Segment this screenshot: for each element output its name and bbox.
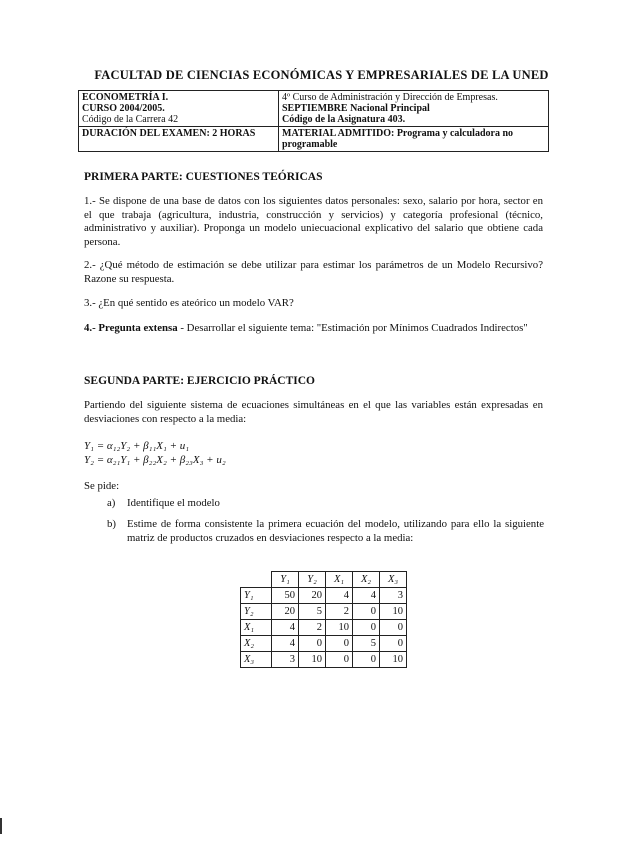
course-year: CURSO 2004/2005. (82, 103, 165, 114)
equation-1: Y₁ = α₁₂Y₂ + β₁₁X₁ + u₁ (84, 440, 190, 452)
matrix-cell: 0 (380, 620, 407, 636)
question-3: 3.- ¿En qué sentido es ateórico un modelo VAR? (84, 297, 294, 309)
matrix-cell: 0 (326, 652, 353, 668)
item-a-text: Identifique el modelo (127, 497, 220, 509)
matrix-cell: 0 (353, 604, 380, 620)
matrix-cell: 3 (380, 588, 407, 604)
exercise-intro: Partiendo del siguiente sistema de ecuaciones simultáneas en el que las variables están expresadas en desviaciones con respecto a la media: (84, 399, 543, 425)
matrix-col-header: X₁ (326, 572, 353, 588)
matrix-cell: 20 (299, 588, 326, 604)
matrix-cell: 4 (272, 636, 299, 652)
matrix-cell: 0 (299, 636, 326, 652)
matrix-row (241, 636, 407, 652)
matrix-cell: 4 (353, 588, 380, 604)
matrix-row-header: X₃ (241, 652, 272, 668)
matrix-cell: 0 (326, 636, 353, 652)
matrix-cell: 2 (326, 604, 353, 620)
part1-title: PRIMERA PARTE: CUESTIONES TEÓRICAS (84, 171, 323, 183)
se-pide: Se pide: (84, 480, 120, 492)
matrix-cell: 0 (353, 652, 380, 668)
exam-duration: DURACIÓN DEL EXAMEN: 2 HORAS (79, 127, 279, 152)
matrix-cell: 2 (299, 620, 326, 636)
question-4-label: 4.- Pregunta extensa (84, 322, 178, 334)
matrix-cell: 10 (326, 620, 353, 636)
career-code: Código de la Carrera 42 (82, 114, 179, 125)
degree-name: 4º Curso de Administración y Dirección de Empresas. (282, 92, 498, 103)
equation-2: Y₂ = α₂₁Y₁ + β₂₂X₂ + β₂₃X₃ + u₂ (84, 454, 226, 466)
matrix-cell: 10 (380, 604, 407, 620)
matrix-row (241, 620, 407, 636)
matrix-row-header: Y₁ (241, 588, 272, 604)
item-b-label: b) (107, 518, 116, 530)
scan-edge-mark (0, 818, 2, 834)
matrix-row (241, 588, 407, 604)
course-name: ECONOMETRÍA I. (82, 92, 169, 103)
allowed-material-text: Programa y calculadora no programable (282, 128, 514, 150)
matrix-row-header: Y₂ (241, 604, 272, 620)
matrix-cell: 0 (353, 620, 380, 636)
allowed-material-cell (279, 127, 549, 152)
item-a-label: a) (107, 497, 116, 509)
part2-title: SEGUNDA PARTE: EJERCICIO PRÁCTICO (84, 375, 316, 387)
matrix-col-header: X₃ (380, 572, 407, 588)
matrix-cell: 4 (326, 588, 353, 604)
matrix-col-header: Y₂ (299, 572, 326, 588)
allowed-material-label: MATERIAL ADMITIDO: (282, 128, 395, 139)
question-4 (84, 322, 543, 336)
matrix-cell: 0 (380, 636, 407, 652)
matrix-row (241, 652, 407, 668)
matrix-cell: 5 (299, 604, 326, 620)
subject-code: Código de la Asignatura 403. (282, 114, 406, 125)
item-b-text: Estime de forma consistente la primera ecuación del modelo, utilizando para ello la siguiente matriz de productos cruzados en desviaciones respecto a la media: (127, 518, 544, 544)
matrix-row (241, 604, 407, 620)
matrix-col-header: X₂ (353, 572, 380, 588)
question-4-text: - Desarrollar el siguiente tema: "Estimación por Mínimos Cuadrados Indirectos" (177, 322, 528, 334)
page-title: FACULTAD DE CIENCIAS ECONÓMICAS Y EMPRESARIALES DE LA UNED (94, 68, 549, 82)
matrix-cell: 3 (272, 652, 299, 668)
matrix-cell: 10 (299, 652, 326, 668)
exam-session: SEPTIEMBRE Nacional Principal (282, 103, 430, 114)
matrix-cell: 10 (380, 652, 407, 668)
matrix-cell: 50 (272, 588, 299, 604)
matrix-cell: 4 (272, 620, 299, 636)
question-2: 2.- ¿Qué método de estimación se debe utilizar para estimar los parámetros de un Modelo Recursivo? Razone su respuesta. (84, 259, 543, 285)
course-info-cell (79, 91, 279, 127)
cross-products-matrix (240, 571, 407, 668)
matrix-cell: 20 (272, 604, 299, 620)
degree-info-cell (279, 91, 549, 127)
question-1: 1.- Se dispone de una base de datos con los siguientes datos personales: sexo, salario por hora, sector en el que trabaja (agricultura, industria, construcción y servicios) y categoría profesional (técnico, administrativo y auxiliar). Proponga un modelo uniecuacional explicativo del salario que obtiene cada persona. (84, 195, 543, 248)
matrix-row-header: X₂ (241, 636, 272, 652)
matrix-cell: 5 (353, 636, 380, 652)
exam-header-table (78, 90, 549, 152)
matrix-row-header: X₁ (241, 620, 272, 636)
matrix-col-header: Y₁ (272, 572, 299, 588)
matrix-corner (241, 572, 272, 588)
